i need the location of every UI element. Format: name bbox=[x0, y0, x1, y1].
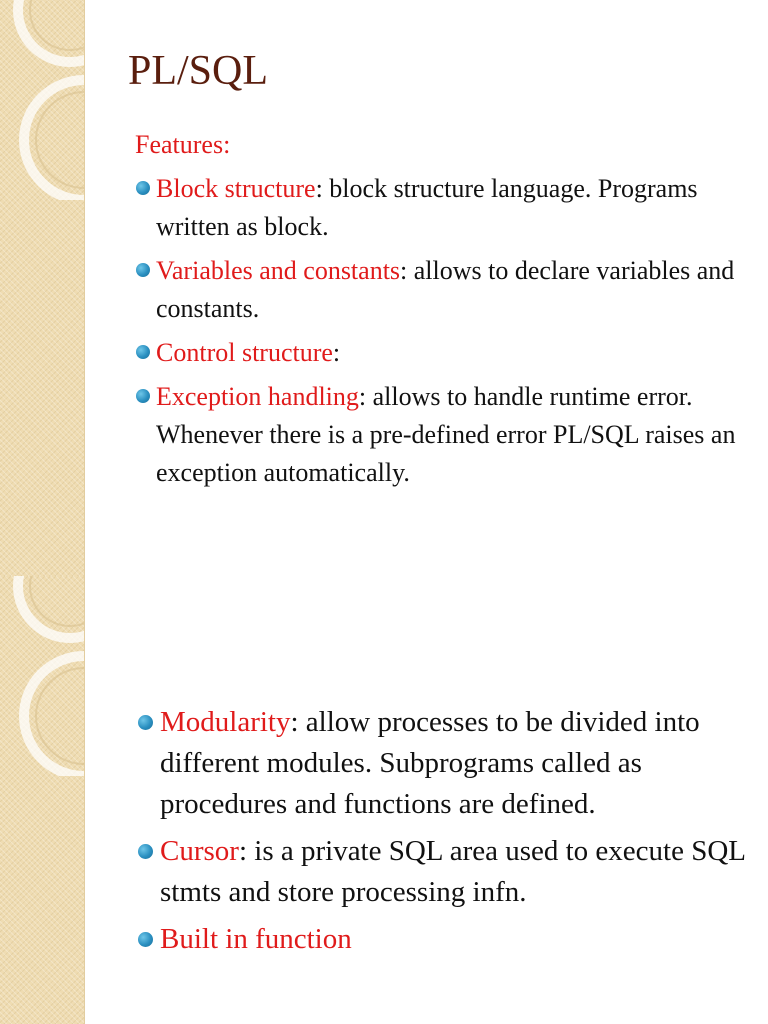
decorative-side-strip bbox=[0, 576, 85, 1024]
bullet-icon bbox=[136, 263, 150, 277]
feature-term: Built in function bbox=[160, 923, 352, 955]
feature-term: Block structure bbox=[156, 174, 316, 203]
bullet-icon bbox=[136, 389, 150, 403]
bullet-icon bbox=[136, 181, 150, 195]
feature-description: : is a private SQL area used to execute SQL stmts and store processing infn. bbox=[160, 835, 745, 908]
feature-term: Control structure bbox=[156, 338, 333, 367]
feature-term: Cursor bbox=[160, 835, 239, 867]
list-item bbox=[132, 334, 752, 372]
list-item bbox=[132, 378, 752, 492]
list-item bbox=[132, 252, 752, 328]
feature-description: : block structure language. Programs written as block. bbox=[156, 174, 698, 241]
slide-title: PL/SQL bbox=[128, 48, 269, 94]
feature-term: Variables and constants bbox=[156, 256, 401, 285]
decorative-circles-icon bbox=[0, 0, 84, 200]
decorative-circles-icon bbox=[0, 576, 84, 776]
feature-description: : allow processes to be divided into different modules. Subprograms called as procedures and functions are defined. bbox=[160, 706, 700, 820]
feature-list-continued bbox=[134, 702, 749, 966]
list-item bbox=[134, 831, 749, 913]
list-item bbox=[134, 702, 749, 825]
feature-description: : allows to handle runtime error. Whenever there is a pre-defined error PL/SQL raises an exception automatically. bbox=[156, 382, 736, 487]
feature-term: Exception handling bbox=[156, 382, 359, 411]
feature-list bbox=[132, 170, 752, 498]
bullet-icon bbox=[138, 844, 153, 859]
feature-description: : bbox=[332, 338, 341, 367]
slide-2 bbox=[0, 576, 768, 1024]
list-item bbox=[132, 170, 752, 246]
bullet-icon bbox=[138, 715, 153, 730]
bullet-icon bbox=[136, 345, 150, 359]
feature-description: : allows to declare variables and constants. bbox=[156, 256, 735, 323]
feature-term: Modularity bbox=[160, 706, 291, 738]
decorative-side-strip bbox=[0, 0, 85, 576]
list-item bbox=[134, 919, 749, 960]
bullet-icon bbox=[138, 932, 153, 947]
features-label: Features: bbox=[135, 130, 231, 159]
